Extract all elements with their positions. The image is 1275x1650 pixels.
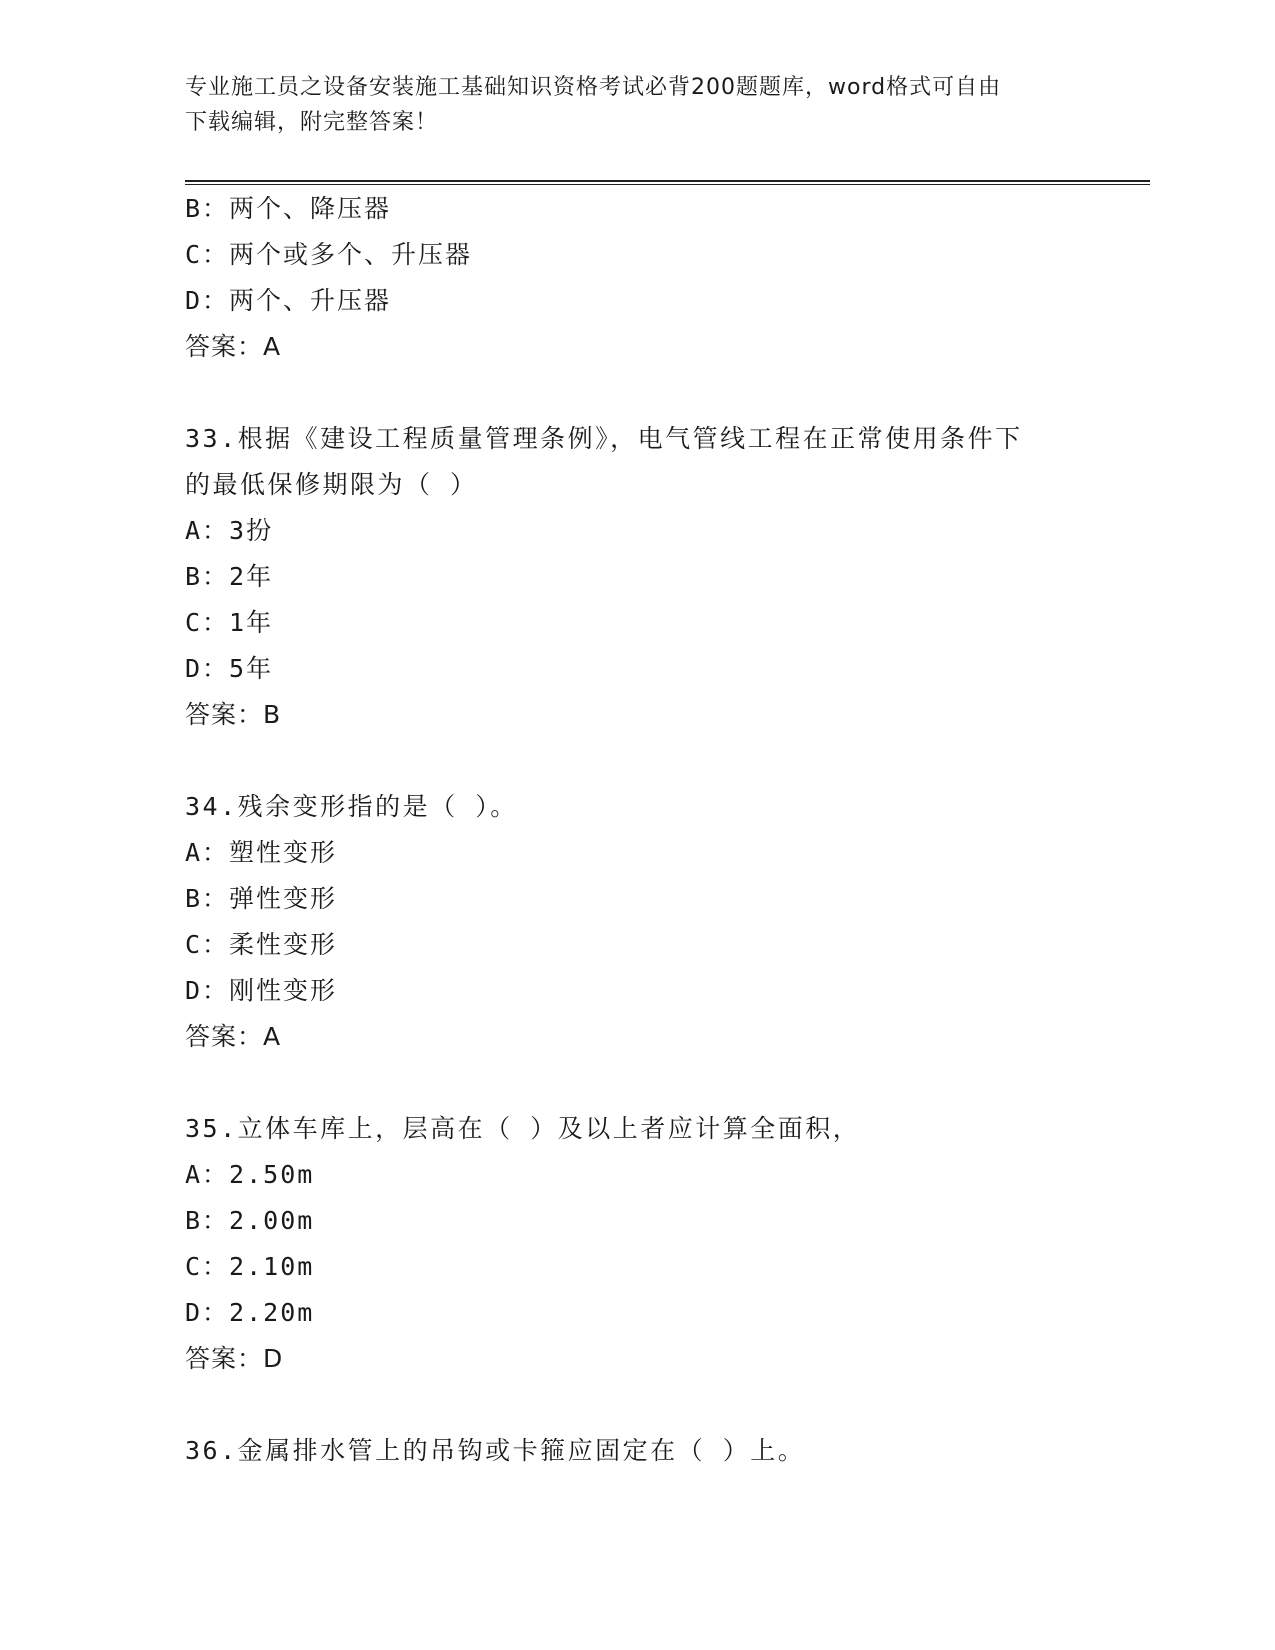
option-a: A：3扮 <box>185 516 274 545</box>
answer: 答案：A <box>185 1022 282 1051</box>
option-b: B：弹性变形 <box>185 884 338 913</box>
option-d: D：刚性变形 <box>185 976 338 1005</box>
option-d: D：2.20m <box>185 1298 315 1327</box>
option-c: C：两个或多个、升压器 <box>185 240 473 269</box>
header-line-2: 下载编辑，附完整答案！ <box>185 110 439 135</box>
question-block-35 <box>185 1106 1085 1382</box>
header-divider-thin <box>185 184 1150 185</box>
question-block-33 <box>185 416 1085 738</box>
answer: 答案：B <box>185 700 282 729</box>
answer: 答案：A <box>185 332 282 361</box>
option-b: B：2.00m <box>185 1206 315 1235</box>
document-header <box>185 70 1085 140</box>
option-a: A：2.50m <box>185 1160 315 1189</box>
question-block-32 <box>185 186 1085 370</box>
option-d: D：两个、升压器 <box>185 286 392 315</box>
option-c: C：1年 <box>185 608 274 637</box>
option-a: A：塑性变形 <box>185 838 338 867</box>
option-d: D：5年 <box>185 654 274 683</box>
question-block-34 <box>185 784 1085 1060</box>
question-list <box>185 186 1085 1474</box>
option-c: C：柔性变形 <box>185 930 338 959</box>
header-line-1: 专业施工员之设备安装施工基础知识资格考试必背200题题库，word格式可自由 <box>185 75 1002 100</box>
question-stem: 34.残余变形指的是（ ）。 <box>185 792 518 821</box>
answer: 答案：D <box>185 1344 284 1373</box>
option-b: B：2年 <box>185 562 274 591</box>
question-stem-cont: 的最低保修期限为（ ） <box>185 470 478 499</box>
option-c: C：2.10m <box>185 1252 315 1281</box>
option-b: B：两个、降压器 <box>185 194 392 223</box>
question-block-36 <box>185 1428 1085 1474</box>
question-stem: 36.金属排水管上的吊钩或卡箍应固定在（ ）上。 <box>185 1436 806 1465</box>
header-divider <box>185 180 1150 182</box>
question-stem: 33.根据《建设工程质量管理条例》，电气管线工程在正常使用条件下 <box>185 424 1023 453</box>
question-stem: 35.立体车库上，层高在（ ）及以上者应计算全面积， <box>185 1114 861 1143</box>
